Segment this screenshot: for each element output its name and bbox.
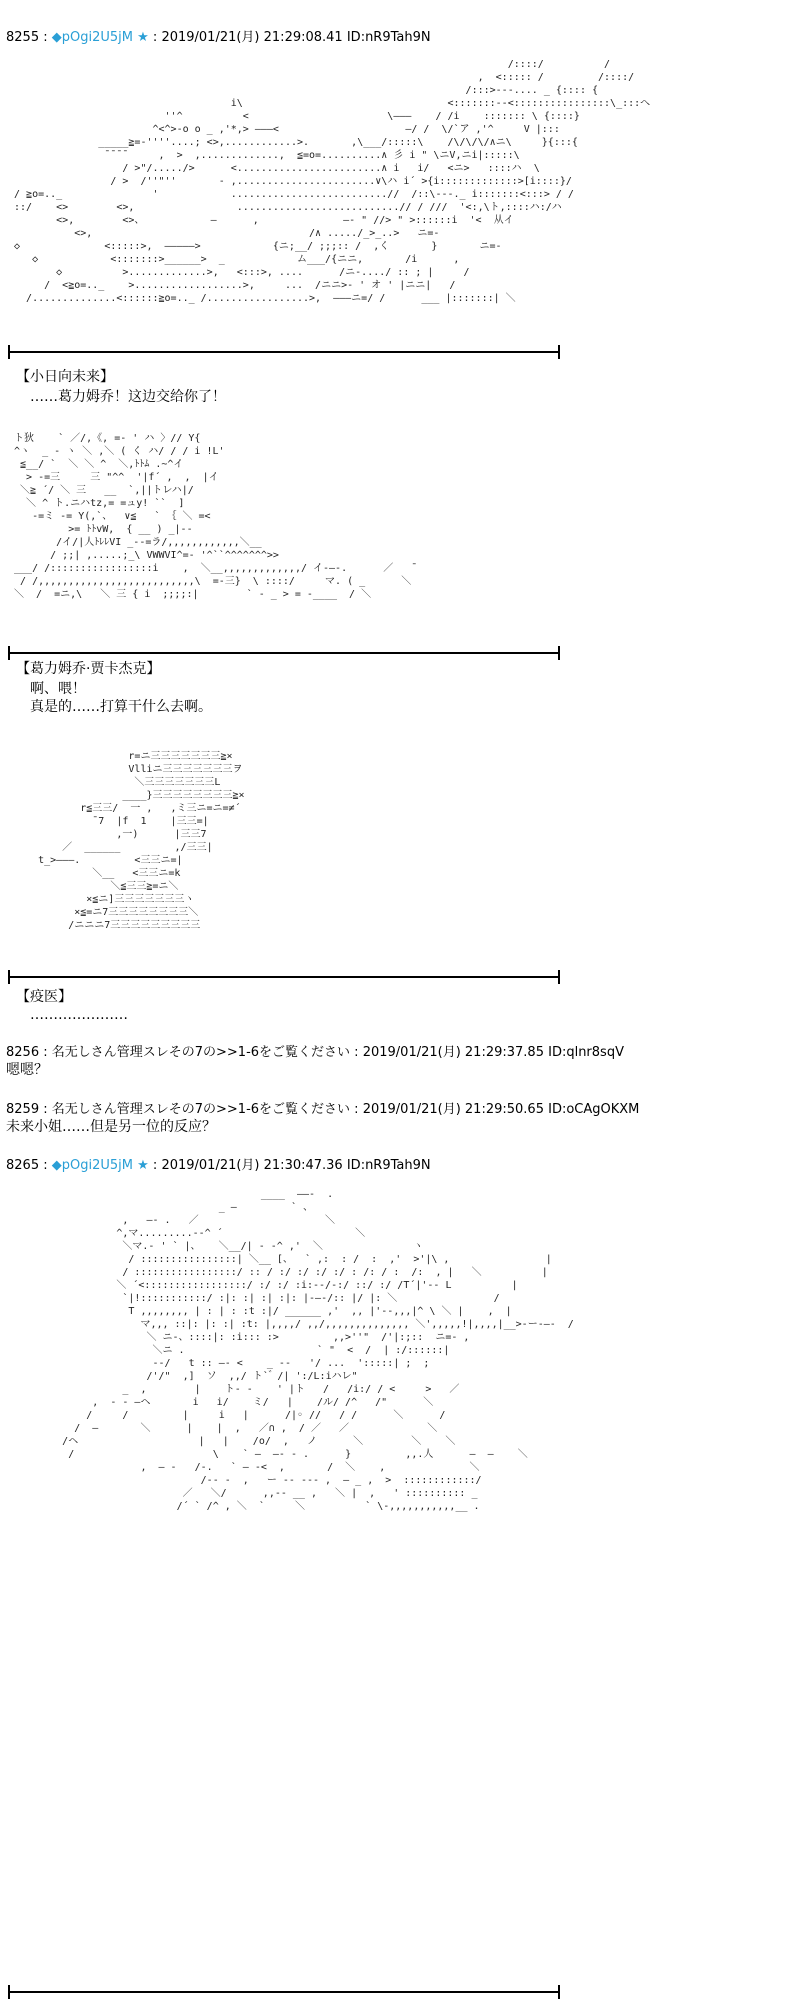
post-id: ID:nR9Tah9N [346,30,431,45]
post-body: 未来小姐……但是另一位的反应？ [6,1119,216,1135]
poster-name: 名无しさん管理スレその7の>>1-6をご覧ください [51,1102,351,1117]
dialog-line: 啊、喂！ [30,681,86,697]
post-number: 8255 [6,30,40,45]
section-divider [8,1985,560,1999]
speaker-label: 【疫医】 [16,989,72,1005]
post-date: 2019/01/21(月) 21:29:50.65 [362,1102,544,1117]
section-divider [8,970,560,984]
ascii-art-2: ト狄 ` ／/,《, =- ' ハ 〉// Y{ ^ヽ _ - ヽ ＼ ,＼ ( く ハ/ / / i !L' ≦__/ ` ＼ ＼ ^ ＼,ﾄﾄﾑ .~^イ > -=三 三 "^^ '|f´ , , |イ ＼≧ ´/ ＼ 三 __ `,||トレハ|/ ＼ ^ ト.ニハtz,= =ュy! `` ] -=ミ -= Y(,`、 ∨≦ ` ｛ ＼ =< >= ﾄﾄvW, { __ ) _|-- /イ/|人ﾄﾚﾚVI _--=ラ/,,,,,,,,,,,,＼__ / ;;| ,.....;_\ VWWVI^=- '^``^^^^^^^>> ___/ /:::::::::::::::::i , ＼__,,,,,,,,,,,,,/ イ‐―-. ／ ̄ / /,,,,,,,,,,,,,,,,,,,,,,,,,,\ =-三} \ ::::/ マ. ( _ ＼ ＼ / =ニ,\ ＼ 三 { i ;;;;:| ` ‐ _ > = -____ / ＼ [14,433,412,600]
post-id: ID:qlnr8sqV [548,1045,624,1060]
post-date: 2019/01/21(月) 21:29:37.85 [362,1045,544,1060]
post-header-8256: 8256 : 名无しさん管理スレその7の>>1-6をご覧ください : 2019/01/21(月) 21:29:37.85 ID:qlnr8sqV [6,1045,624,1060]
post-header-8259: 8259 : 名无しさん管理スレその7の>>1-6をご覧ください : 2019/01/21(月) 21:29:50.65 ID:oCAgOKXM [6,1102,640,1117]
post-number: 8259 [6,1102,40,1117]
post-header-8265: 8265 : ◆pOgi2U5jM ★ : 2019/01/21(月) 21:30:47.36 ID:nR9Tah9N [6,1158,431,1173]
poster-name: 名无しさん管理スレその7の>>1-6をご覧ください [51,1045,351,1060]
ascii-art-3: r=ニ三三三三三三三≧× Vlliニ三三三三三三三ヲ ＼三三三三三三三L ____}三三三三三三三三≧× r≦三三/ 一 , ,ミ三ニ=ニ=≠´ ̄ 7 |f 1 |三三=| ,一) |三三7 ／ ______ ,/三三| t_>―――. <三三ニ=| ＼__ <三三ニ=k ＼≦三三≧=ニ＼ ×≦ニ]三三三三三三三ヽ ×≦=ニ7三三三三三三三三＼ /ニニニ7三三三三三三三三三 [38,751,245,931]
post-body: 嗯嗯？ [6,1062,48,1078]
dialog-line: ……葛力姆乔！这边交给你了！ [30,389,226,405]
post-header-8255: 8255 : ◆pOgi2U5jM ★ : 2019/01/21(月) 21:29:08.41 ID:nR9Tah9N [6,30,431,45]
poster-trip[interactable]: ◆pOgi2U5jM ★ [51,1158,149,1173]
post-id: ID:nR9Tah9N [346,1158,431,1173]
poster-trip[interactable]: ◆pOgi2U5jM ★ [51,30,149,45]
ascii-art-1: /::::/ / , <::::: / /::::/ /:::>‐‐-.... _ {:::: { i\ <:::::::-‐<::::::::::::::::\_:::へ ''^ < \――― / /i ::::::: \ {::::} ^<^>-o o _ ,'*,> ―――< ―/ / \/`ア ,'^ V |::: _____≧=-''''....; <>,............>. ,\___/:::::\ /\/\/\/∧ニ\ }{:::{ ̄ ̄ ̄ ̄ , > ,............., ≦=o=..........∧ 彡 i " \ニV,ニi|:::::\ / >"/...../> <........................∧ i i/ <ニ> ::::ハ \ / > /''"'' ‐ ,.......................∨\ハ i´ >{i:::::::::::::>[i::::}/ / ≧o=.._ ' ..........................// /::\‐‐-._ i:::::::<:::> / / ::/ <> <>, ...........................// / /// '<:,\ト,::::ハ:/ハ <>, <>、 ― , ―‐ " //> " >::::::i '< 从イ <>, /∧ ...../_>_..> ニ=- ◇ <:::::>, ―――――> {ニ;__/ ;;;:: / ,く } ニ=- ◇ <:::::::>______> _ ム___/{ニニ, /i , ◇ >.............>, <:::>, .... /ニ-..../ :: ; | / / <≧o=.._ >..................>, ... /ニニ>- ' オ ' |ニニ| / /..............<::::::≧o=.._ /.................>, ―――ニ=/ / ___ |:::::::| ＼ [14,59,651,304]
post-number: 8256 [6,1045,40,1060]
section-divider [8,646,560,660]
section-divider [8,345,560,359]
dialog-line: ………………… [30,1007,128,1023]
dialog-line: 真是的……打算干什么去啊。 [30,699,212,715]
post-number: 8265 [6,1158,40,1173]
speaker-label: 【葛力姆乔·贾卡杰克】 [16,661,161,677]
ascii-art-4: ____ ――- . _ ― ` 、 , ―- . ／ ＼ ^,マ.........‐‐^ ´ ＼ ＼マ.- ' ` |、 ＼__/| ‐ -^ ,' ＼ ヽ / ::::::::::::::::| ＼__ [、 ` ,: : / : ,' >'|\ , | / :::::::::::::::::/ :: / :/ :/ :/ :/ : /: / : /: , | ＼ | ＼ ´<:::::::::::::::::/ :/ :/ :i:‐-/-:/ ::/ :/ /T´|'‐- L | `|!:::::::::::/ :|: :| :| :|: |‐―-/:: |/ |: ＼ / T ,,,,,,,, | : | : :t :|/ ______ ,' ,, |'--,,,|^ \ ＼ | , | マ,,, ::|: |: :| :t: |,,,,/ ,,/,,,,,,,,,,,,,, ＼',,,,,!|,,,,|__>-ー-―‐ / ＼ ニ-、::::|: :i::: :> ,,>''" /'|:;:: ニ=‐ , ＼ニ . ` " < / | :/::::::| ‐-/ t :: ―- < _ -‐ '/ ... ':::::| ; ; /'/" ,] ソ ,,/ ト` ゙ /| ':/L:iハレ" _ , | ト- - ' |ト / /i:/ / < > ／ , - - ―ヘ i i/ ミ/ | /ル/ /^ /" ＼ / / | i | /|◦ // / / ＼ / / ― ＼ | | , ／∩ , / ／ ／ ＼ /ヘ | | /o/ , ノ ＼ ＼ ＼ / \ ` ― ―‐ - . } ,,.人 ― ― ＼ , ― - /-. ` ― -< , / ＼ , ＼ /-‐ - , ー -- --- , ― _ , > ::::::::::::/ ／ ＼/ ,,‐- __ , ＼ | , ' :::::::::: _ /´ ` /^ , ＼ ` ＼ ` \-,,,,,,,,,,,__ . [62,1189,574,1512]
speaker-label: 【小日向未来】 [16,369,114,385]
post-date: 2019/01/21(月) 21:29:08.41 [161,30,343,45]
post-date: 2019/01/21(月) 21:30:47.36 [161,1158,343,1173]
post-id: ID:oCAgOKXM [548,1102,640,1117]
